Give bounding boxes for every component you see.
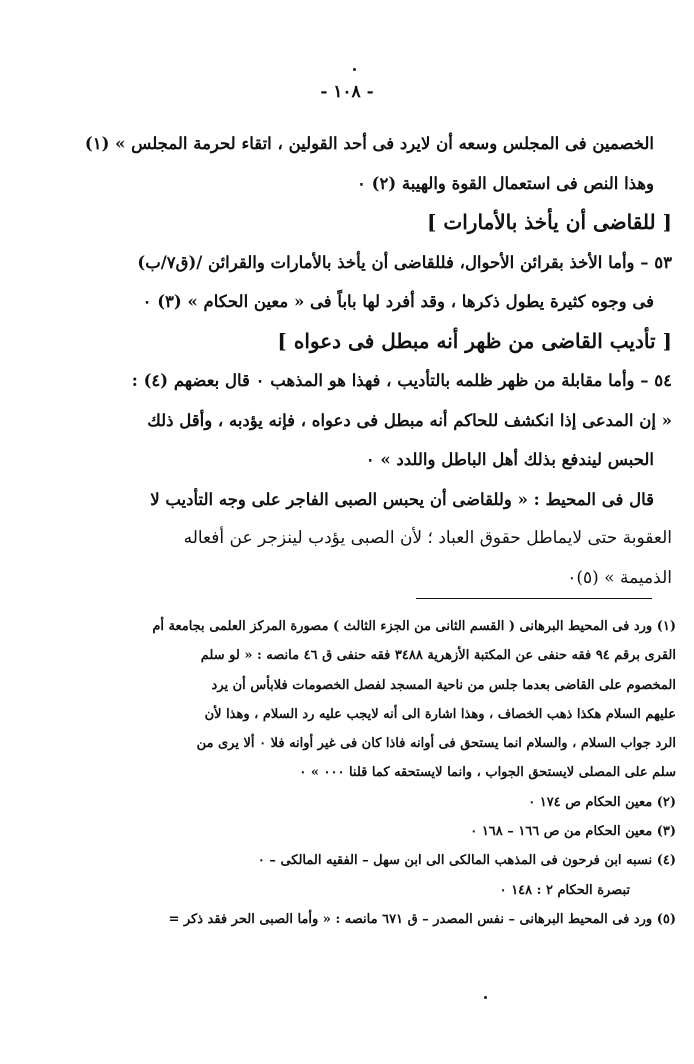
footnote-line: (٤) نسبه ابن فرحون فى المذهب المالكى الى ابن سهل – الفقيه المالكى – ٠ [257, 853, 676, 869]
footnote-line: تبصرة الحكام ٢ : ١٤٨ ٠ [499, 882, 630, 898]
text-line: ٥٤ – وأما مقابلة من ظهر ظلمه بالتأديب ، فهذا هو المذهب ٠ قال بعضهم (٤) : [131, 371, 672, 390]
footnote-line: عليهم السلام هكذا ذهب الخصاف ، وهذا اشارة الى أنه لايجب عليه رد السلام ، وهذا لأن [204, 706, 676, 722]
text-line: ٥٣ – وأما الأخذ بقرائن الأحوال، فللقاضى أن يأخذ بالأمارات والقرائن /(ق٧/ب) [137, 252, 672, 272]
text-line: العقوبة حتى لايماطل حقوق العباد ؛ لأن الصبى يؤدب لينزجر عن أفعاله [183, 528, 672, 548]
footnote-line: الرد جواب السلام ، والسلام انما يستحق فى أوانه فاذا كان فى غير أوانه فلا ٠ ألا يرى من [196, 736, 676, 752]
text-line: الذميمة » (٥)٠ [567, 567, 672, 588]
footnote-line: (١) ورد فى المحيط البرهانى ( القسم الثانى من الجزء الثالث ) مصورة المركز العلمى بجامعة أم [152, 619, 676, 634]
section-heading: [ تأديب القاضى من ظهر أنه مبطل فى دعواه ] [277, 328, 672, 353]
footnote-line: المخصوم على القاضى بعدما جلس من ناحية المسجد لفصل الخصومات فلابأس أن يرد [211, 677, 676, 693]
text-line: الخصمين فى المجلس وسعه أن لايرد فى أحد القولين ، اتقاء لحرمة المجلس » (١) [84, 134, 654, 153]
footnotes [60, 612, 676, 934]
footnote-line: القرى برقم ٩٤ فقه حنفى عن المكتبة الأزهرية ٣٤٨٨ فقه حنفى ق ٤٦ مانصه : « لو سلم [200, 648, 676, 664]
section-heading: [ للقاضى أن يأخذ بالأمارات ] [427, 210, 672, 234]
text-line: « إن المدعى إذا انكشف للحاكم أنه مبطل فى دعواه ، فإنه يؤدبه ، وأقل ذلك [147, 410, 672, 430]
top-dot [353, 68, 356, 71]
body-text [60, 124, 672, 598]
footnote-line: (٣) معين الحكام من ص ١٦٦ – ١٦٨ ٠ [470, 824, 676, 840]
footnote-separator [416, 598, 652, 599]
text-line: الحبس ليندفع بذلك أهل الباطل واللدد » ٠ [365, 450, 654, 469]
text-line: وهذا النص فى استعمال القوة والهيبة (٢) ٠ [357, 173, 654, 193]
bottom-dot [484, 996, 487, 999]
footnote-line: (٥) ورد فى المحيط البرهانى – نفس المصدر – ق ٦٧١ مانصه : « وأما الصبى الحر فقد ذكر = [168, 911, 676, 927]
text-line: قال فى المحيط : « وللقاضى أن يحبس الصبى الفاجر على وجه التأديب لا [150, 489, 654, 509]
footnote-line: (٢) معين الحكام ص ١٧٤ ٠ [528, 794, 676, 810]
footnote-line: سلم على المصلى لايستحق الجواب ، وانما لايستحقه كما قلنا ٠٠٠ » ٠ [299, 765, 676, 781]
page-number: - ١٠٨ - [320, 82, 374, 102]
text-line: فى وجوه كثيرة يطول ذكرها ، وقد أفرد لها باباً فى « معين الحكام » (٣) ٠ [142, 292, 654, 311]
